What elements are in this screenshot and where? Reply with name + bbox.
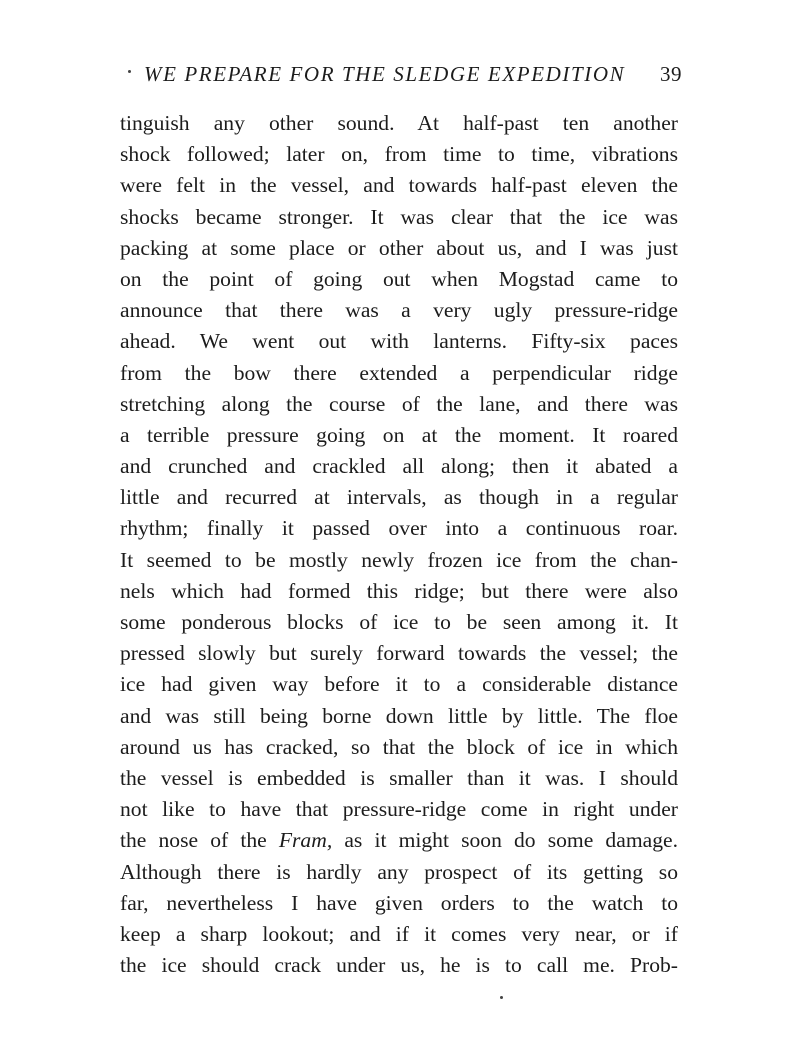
running-head: [144, 62, 684, 92]
text-line: not like to have that pressure-ridge come in right under: [120, 797, 678, 822]
text-fragment: as it might soon do some damage.: [332, 828, 678, 853]
body-text: [120, 108, 678, 981]
print-speck: [500, 996, 503, 999]
print-speck: [128, 70, 131, 73]
text-line: ice had given way before it to a considerable distance: [120, 672, 678, 697]
text-line: nels which had formed this ridge; but there were also: [120, 578, 678, 603]
text-line: announce that there was a very ugly pressure-ridge: [120, 298, 678, 323]
text-line: tinguish any other sound. At half-past ten another: [120, 111, 678, 135]
text-line-with-ship-name: [120, 825, 678, 856]
text-line: on the point of going out when Mogstad came to: [120, 266, 678, 291]
text-line: and was still being borne down little by little. The floe: [120, 703, 678, 728]
text-line: a terrible pressure going on at the moment. It roared: [120, 422, 678, 447]
text-line: keep a sharp lookout; and if it comes very near, or if: [120, 921, 678, 946]
text-line: the vessel is embedded is smaller than it was. I should: [120, 765, 678, 790]
text-line: ahead. We went out with lanterns. Fifty-six paces: [120, 329, 678, 354]
text-line: and crunched and crackled all along; then it abated a: [120, 454, 678, 479]
text-line: from the bow there extended a perpendicular ridge: [120, 360, 678, 385]
text-line: It seemed to be mostly newly frozen ice from the chan-: [120, 547, 678, 572]
text-line: the ice should crack under us, he is to call me. Prob-: [120, 953, 678, 978]
text-line: shock followed; later on, from time to time, vibrations: [120, 142, 678, 167]
text-line: some ponderous blocks of ice to be seen among it. It: [120, 610, 678, 634]
running-title: WE PREPARE FOR THE SLEDGE EXPEDITION: [144, 62, 626, 86]
text-line: stretching along the course of the lane, and there was: [120, 391, 678, 416]
text-line: pressed slowly but surely forward towards the vessel; the: [120, 641, 678, 666]
text-line: packing at some place or other about us, and I was just: [120, 235, 678, 260]
text-line: Although there is hardly any prospect of its getting so: [120, 859, 678, 884]
text-line: rhythm; finally it passed over into a continuous roar.: [120, 516, 678, 541]
text-line: little and recurred at intervals, as though in a regular: [120, 485, 678, 510]
text-line: were felt in the vessel, and towards half-past eleven the: [120, 173, 678, 198]
text-line: around us has cracked, so that the block of ice in which: [120, 734, 678, 759]
ship-name: Fram,: [278, 828, 333, 853]
page-number: 39: [660, 62, 682, 86]
text-line: far, nevertheless I have given orders to the watch to: [120, 890, 678, 915]
text-fragment: the nose of the: [120, 828, 279, 853]
text-line: shocks became stronger. It was clear that the ice was: [120, 204, 678, 229]
